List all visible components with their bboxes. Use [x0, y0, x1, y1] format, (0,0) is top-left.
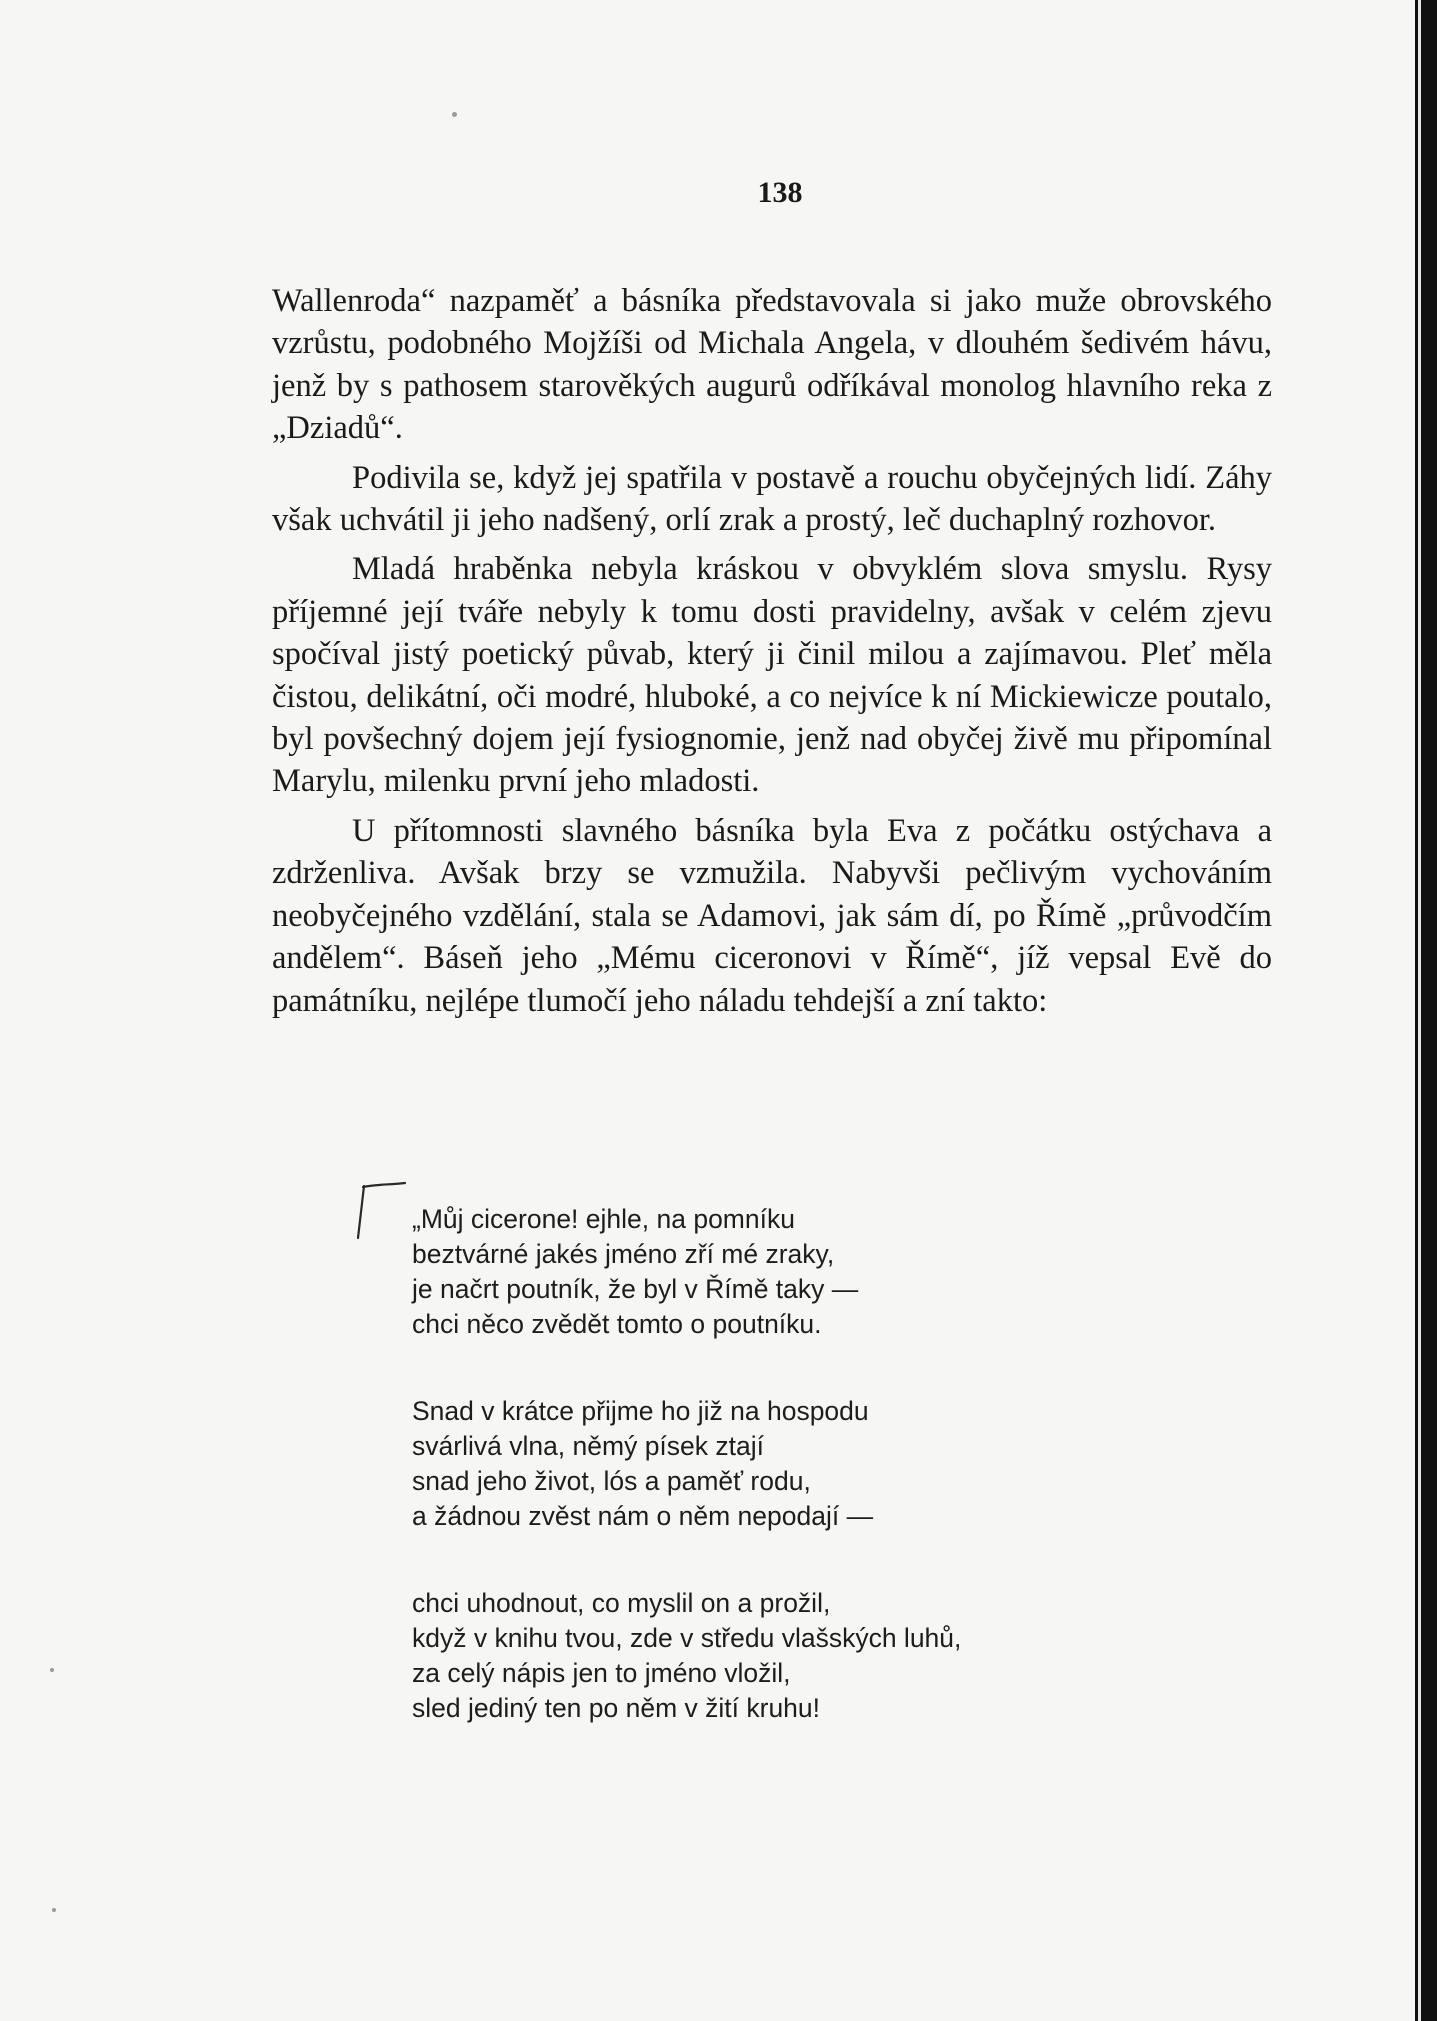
page-edge	[1415, 0, 1437, 2021]
poem	[412, 1202, 961, 1778]
poem-line: za celý nápis jen to jméno vložil,	[412, 1658, 791, 1688]
pencil-mark-icon	[348, 1180, 408, 1242]
poem-line: sled jediný ten po něm v žití kruhu!	[412, 1693, 821, 1723]
poem-line: chci uhodnout, co myslil on a prožil,	[412, 1588, 831, 1618]
poem-line: Snad v krátce přijme ho již na hospodu	[412, 1396, 869, 1426]
poem-line: když v knihu tvou, zde v středu vlašských luhů,	[412, 1623, 962, 1653]
poem-line: chci něco zvědět tomto o poutníku.	[412, 1309, 822, 1339]
paragraph-4: U přítomnosti slavného básníka byla Eva z počátku ostýchava a zdrženliva. Avšak brzy se vzmužila. Nabyvši pečlivým vychováním neobyčejného vzdělání, stala se Adamovi, jak sám dí, po Římě „průvodčím andělem“. Báseň jeho „Mému ciceronovi v Římě“, jíž vepsal Evě do památníku, nejlépe tlumočí jeho náladu tehdejší a zní takto:	[272, 812, 1272, 1019]
poem-line: svárlivá vlna, němý písek ztají	[412, 1431, 764, 1461]
poem-line: „Můj cicerone! ejhle, na pomníku	[412, 1204, 795, 1234]
poem-line: snad jeho život, lós a paměť rodu,	[412, 1466, 811, 1496]
page-number: 138	[757, 176, 803, 209]
paper-speck	[50, 1668, 54, 1672]
main-text	[272, 280, 1272, 1029]
paper-speck	[452, 112, 457, 117]
poem-stanza-1	[412, 1202, 961, 1342]
poem-line: beztvárné jakés jméno zří mé zraky,	[412, 1239, 835, 1269]
poem-line: je načrt poutník, že byl v Římě taky —	[412, 1274, 859, 1304]
paper-speck	[52, 1908, 56, 1912]
poem-stanza-2	[412, 1394, 961, 1534]
page-edge-line	[1418, 0, 1421, 2021]
poem-line: a žádnou zvěst nám o něm nepodají —	[412, 1501, 874, 1531]
poem-stanza-3	[412, 1586, 961, 1726]
paragraph-2: Podivila se, když jej spatřila v postavě a rouchu obyčejných lidí. Záhy však uchvátil ji jeho nadšený, orlí zrak a prostý, leč duchaplný rozhovor.	[272, 459, 1272, 539]
paragraph-3: Mladá hraběnka nebyla kráskou v obvyklém slova smyslu. Rysy příjemné její tváře nebyly k tomu dosti pravidelny, avšak v celém zjevu spočíval jistý poetický půvab, který ji činil milou a zajímavou. Pleť měla čistou, delikátní, oči modré, hluboké, a co nejvíce k ní Mickiewicze poutalo, byl povšechný dojem její fysiognomie, jenž nad obyčej živě mu připomínal Marylu, milenku první jeho mladosti.	[272, 551, 1272, 800]
paragraph-1: Wallenroda“ nazpaměť a básníka představovala si jako muže obrovského vzrůstu, podobného Mojžíši od Michala Angela, v dlouhém šedivém hávu, jenž by s pathosem starověkých augurů odříkával monolog hlavního reka z „Dziadů“.	[272, 283, 1272, 447]
